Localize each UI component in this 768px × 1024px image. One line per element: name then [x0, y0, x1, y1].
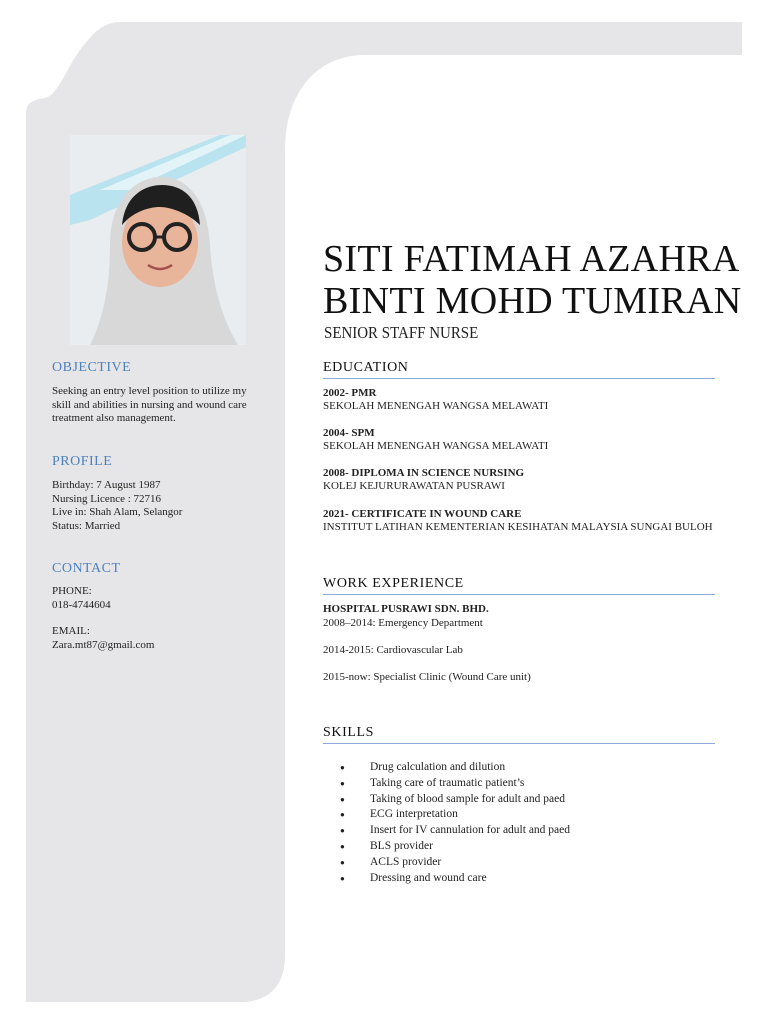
skill-item: ● Dressing and wound care [340, 871, 570, 887]
skills-heading: SKILLS [323, 725, 715, 744]
education-title: 2008- DIPLOMA IN SCIENCE NURSING [323, 467, 525, 479]
profile-status: Status: Married [52, 519, 121, 532]
work-employer [323, 603, 718, 616]
contact-heading: CONTACT [52, 561, 121, 576]
education-item [323, 508, 718, 534]
work-item: 2008–2014: Emergency Department [323, 617, 483, 629]
objective-text: Seeking an entry level position to utilize my skill and abilities in nursing and wound care treatment also management. [52, 385, 247, 424]
profile-birthday: Birthday: 7 August 1987 [52, 479, 161, 491]
phone-label: PHONE: [52, 585, 92, 597]
email-value: Zara.mt87@gmail.com [52, 638, 155, 651]
education-title: 2021- CERTIFICATE IN WOUND CARE [323, 508, 522, 520]
work-item: 2015-now: Specialist Clinic (Wound Care unit) [323, 671, 531, 683]
education-school: SEKOLAH MENENGAH WANGSA MELAWATI [323, 400, 549, 412]
skill-item: ● BLS provider [340, 839, 570, 855]
candidate-name [323, 238, 741, 322]
profile-photo [70, 135, 246, 345]
education-title: 2004- SPM [323, 427, 375, 439]
education-item [323, 427, 718, 453]
contact-details [52, 585, 267, 652]
work-item: 2014-2015: Cardiovascular Lab [323, 644, 463, 656]
phone-value: 018-4744604 [52, 598, 111, 611]
education-item [323, 387, 718, 413]
profile-location: Live in: Shah Alam, Selangor [52, 506, 183, 518]
profile-heading: PROFILE [52, 454, 113, 469]
education-item [323, 467, 718, 493]
job-title: SENIOR STAFF NURSE [324, 323, 479, 342]
skills-list [340, 760, 570, 886]
skill-item: ● Insert for IV cannulation for adult and paed [340, 823, 570, 839]
education-school: KOLEJ KEJURURAWATAN PUSRAWI [323, 480, 505, 492]
skill-item: ● ACLS provider [340, 855, 570, 871]
skill-item: ● Taking care of traumatic patient’s [340, 776, 570, 792]
education-school: SEKOLAH MENENGAH WANGSA MELAWATI [323, 440, 549, 452]
education-heading: EDUCATION [323, 360, 715, 379]
education-title: 2002- PMR [323, 387, 377, 399]
work-heading: WORK EXPERIENCE [323, 576, 715, 595]
skill-item: ● Taking of blood sample for adult and paed [340, 792, 570, 808]
name-line-1: SITI FATIMAH AZAHRA [323, 238, 740, 280]
email-label: EMAIL: [52, 625, 90, 637]
profile-licence: Nursing Licence : 72716 [52, 492, 162, 505]
education-school: INSTITUT LATIHAN KEMENTERIAN KESIHATAN MALAYSIA SUNGAI BULOH [323, 521, 713, 533]
profile-details [52, 479, 267, 533]
objective-heading: OBJECTIVE [52, 360, 132, 375]
name-line-2: BINTI MOHD TUMIRAN [323, 280, 742, 322]
skill-item: ● ECG interpretation [340, 807, 570, 823]
employer-name: HOSPITAL PUSRAWI SDN. BHD. [323, 603, 489, 615]
skill-item: ● Drug calculation and dilution [340, 760, 570, 776]
